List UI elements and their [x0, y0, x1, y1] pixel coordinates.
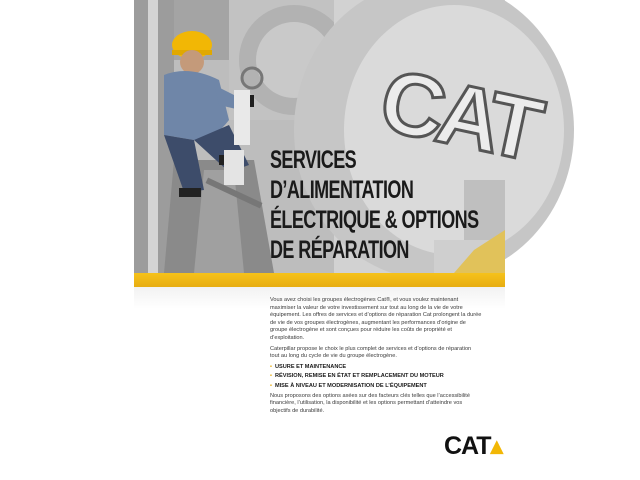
cat-logo	[444, 433, 502, 459]
bullet-marker-icon: •	[270, 382, 272, 389]
document-page	[134, 0, 546, 480]
headline-line-4: DE RÉPARATION	[270, 236, 409, 264]
bullet-label: RÉVISION, REMISE EN ÉTAT ET REMPLACEMENT DU MOTEUR	[274, 373, 444, 380]
hero-photo	[134, 0, 546, 273]
body-text	[270, 297, 482, 418]
choice-paragraph: Caterpillar propose le choix le plus complet de services et d’options de réparation tout au long du cycle de vie du groupe électrogène.	[270, 345, 472, 360]
headline-line-3: ÉLECTRIQUE & OPTIONS	[270, 206, 479, 234]
bullet-marker-icon: •	[270, 373, 272, 380]
bullet-item	[270, 383, 482, 391]
machine-cat-logo: CAT	[372, 49, 546, 180]
logo-triangle-icon: ▴	[490, 432, 503, 460]
bullet-item	[270, 373, 482, 381]
bullet-label: MISE À NIVEAU ET MODERNISATION DE L’ÉQUIPEMENT	[274, 382, 427, 389]
intro-paragraph: Vous avez choisi les groupes électrogènes Cat®, et vous voulez maintenant maximiser la valeur de votre investissement sur tout au long de la vie de votre équipement. Les offres de services et d’options de réparation Cat prolongent la durée de vie de vos groupes électrogènes, augmentant les performances d’origine de groupe électrogène et sont conçues pour réduire les coûts de propriété et d’exploitation.	[270, 297, 482, 341]
bullet-marker-icon: •	[270, 363, 272, 370]
headline-line-1: SERVICES	[270, 146, 357, 174]
accent-stripe	[134, 273, 505, 287]
bullet-item	[270, 364, 482, 372]
cat-logo-text: CAT	[444, 432, 491, 460]
closing-paragraph: Nous proposons des options axées sur des facteurs clés telles que l’accessibilité financière, l’utilisation, la disponibilité et les options permettant d’atteindre vos objectifs de durabilité.	[270, 392, 470, 414]
headline-line-2: D’ALIMENTATION	[270, 176, 414, 204]
bullet-label: USURE ET MAINTENANCE	[274, 363, 347, 370]
